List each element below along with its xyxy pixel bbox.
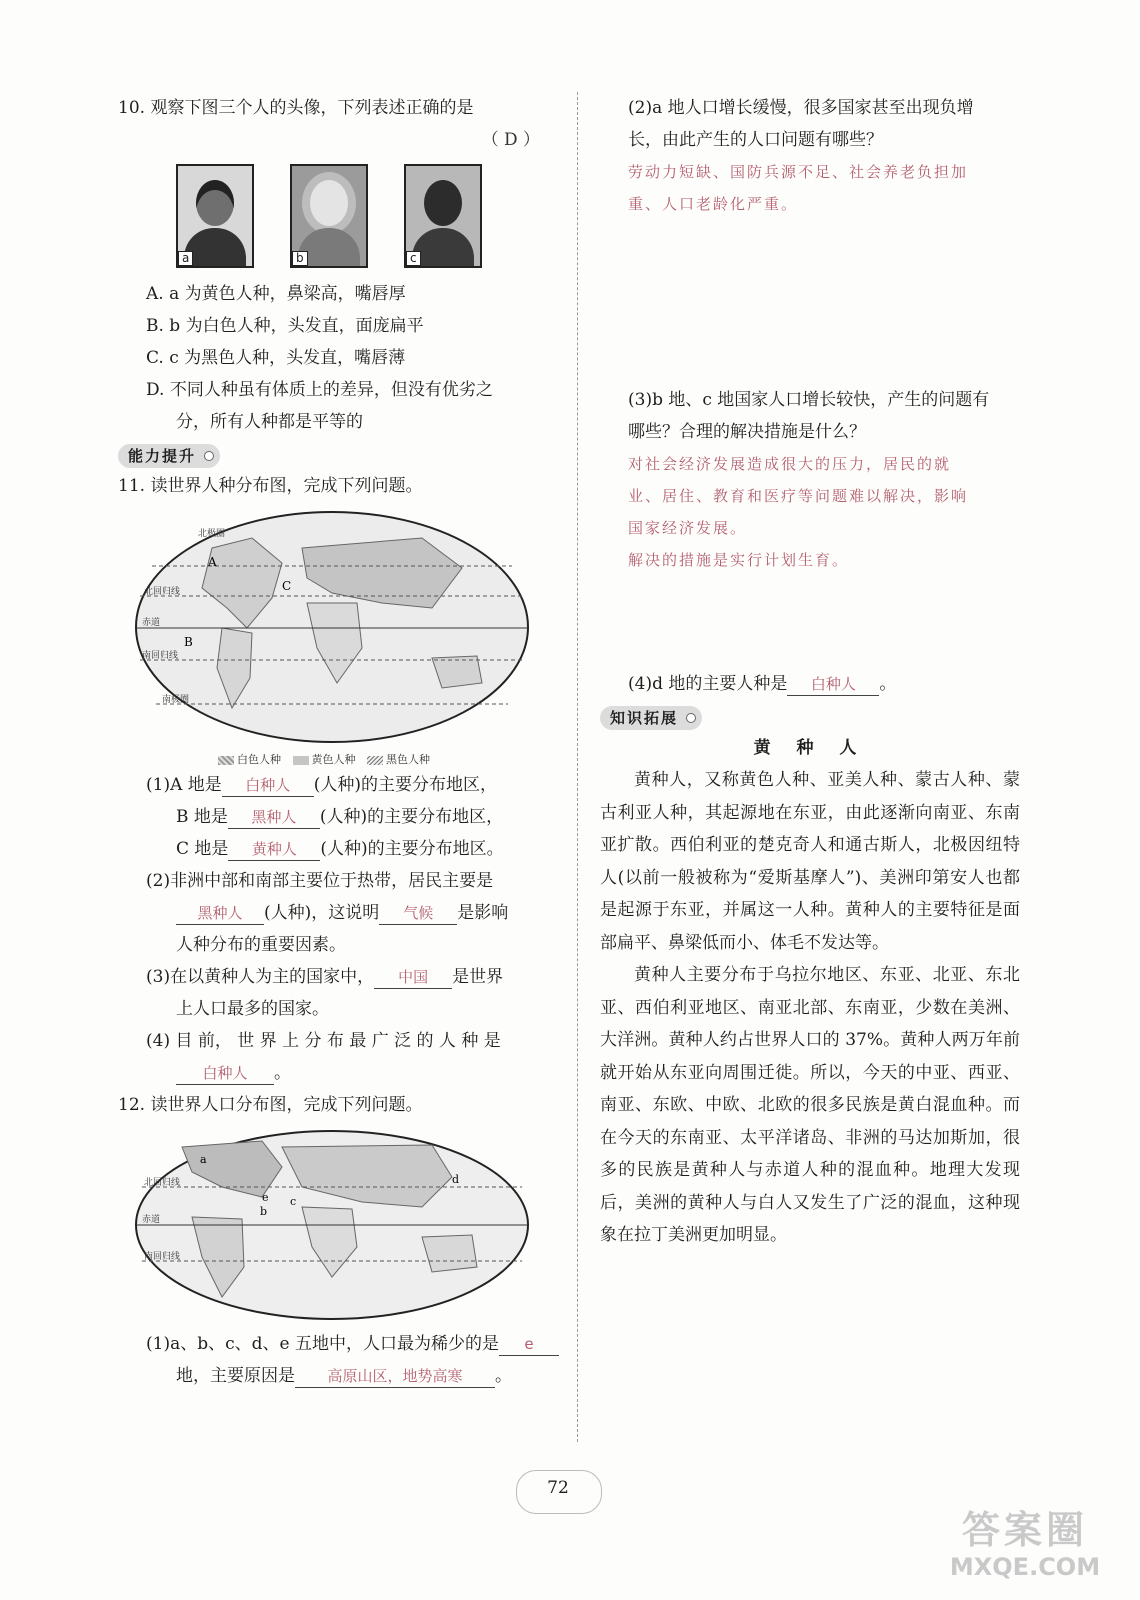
q10-stem: 10. 观察下图三个人的头像，下列表述正确的是 bbox=[118, 98, 474, 118]
q11-p1-b: B 地是 黑种人 (人种)的主要分布地区， bbox=[176, 807, 504, 827]
q12-p3-answer-3: 国家经济发展。 bbox=[628, 519, 748, 537]
photo-c bbox=[404, 164, 482, 268]
q11-p3-answer: 中国 bbox=[374, 966, 452, 989]
pop-label-c: c bbox=[290, 1195, 297, 1208]
section-knowledge-label: 知识拓展 bbox=[610, 709, 679, 727]
q12-p2-answer-2: 重、人口老龄化严重。 bbox=[628, 195, 799, 213]
q12-p3-answer-2: 业、居住、教育和医疗等问题难以解决，影响 bbox=[628, 487, 969, 505]
q10-option-d-cont: 分，所有人种都是平等的 bbox=[176, 412, 363, 432]
q11-p2-answer1: 黑种人 bbox=[176, 902, 264, 925]
q11-p2-l2: 黑种人 (人种)，这说明 气候 是影响 bbox=[118, 897, 558, 929]
map-label-b: B bbox=[184, 635, 193, 649]
q10-option-a: A. a 为黄色人种，鼻梁高，嘴唇厚 bbox=[146, 284, 406, 304]
watermark-line-2: MXQE.COM bbox=[949, 1553, 1101, 1581]
photo-c-tag: c bbox=[406, 251, 421, 266]
pop-map-tropic-n: 北回归线 bbox=[144, 1178, 181, 1188]
q11-p4-l2: 白种人 。 bbox=[118, 1057, 558, 1089]
q12-p4-answer: 白种人 bbox=[787, 673, 879, 696]
world-population-map bbox=[132, 1127, 532, 1323]
world-race-map bbox=[132, 508, 532, 746]
section-ability-label: 能力提升 bbox=[128, 447, 197, 465]
watermark bbox=[930, 1508, 1120, 1598]
q11-p2-l1: (2)非洲中部和南部主要位于热带，居民主要是 bbox=[146, 871, 494, 891]
q11-p2-answer2: 气候 bbox=[379, 902, 457, 925]
q12-p4-l1: (4)d 地的主要人种是 白种人 。 bbox=[628, 674, 897, 694]
q12-p2-l2: 长，由此产生的人口问题有哪些？ bbox=[628, 130, 883, 150]
q10-option-d: D. 不同人种虽有体质上的差异，但没有优劣之 bbox=[146, 380, 493, 400]
photo-b-tag: b bbox=[292, 251, 308, 266]
page-number bbox=[510, 1478, 606, 1498]
q11-p1-a: (1)A 地是 白种人 (人种)的主要分布地区， bbox=[146, 775, 498, 795]
map-label-c: C bbox=[282, 579, 292, 593]
pop-map-equator: 赤道 bbox=[142, 1215, 161, 1225]
map-tropic-s: 南回归线 bbox=[142, 651, 179, 661]
q11-answer-b: 黑种人 bbox=[228, 806, 320, 829]
q12-p1-l2: 地，主要原因是 高原山区，地势高寒 。 bbox=[176, 1366, 512, 1386]
q12-p3-l2: 哪些？合理的解决措施是什么？ bbox=[628, 422, 866, 442]
q11-map-legend bbox=[118, 751, 558, 769]
map-antarctic: 南极圈 bbox=[162, 695, 190, 705]
photo-b bbox=[290, 164, 368, 268]
q10-option-b: B. b 为白色人种，头发直，面庞扁平 bbox=[146, 316, 424, 336]
photo-a bbox=[176, 164, 254, 268]
q10-photos bbox=[118, 164, 558, 268]
legend-yellow: 黄色人种 bbox=[311, 753, 356, 766]
pop-map-tropic-s: 南回归线 bbox=[144, 1252, 181, 1262]
q12-p3-answer-1: 对社会经济发展造成很大的压力，居民的就 bbox=[628, 455, 952, 473]
watermark-line-1: 答案圈 bbox=[961, 1508, 1088, 1552]
q11-p1-c: C 地是 黄种人 (人种)的主要分布地区。 bbox=[176, 839, 504, 859]
left-column bbox=[118, 92, 558, 1392]
q12-p1-answer: e bbox=[499, 1333, 559, 1356]
section-ability-badge bbox=[118, 444, 220, 468]
reading-title: 黄 种 人 bbox=[753, 738, 867, 758]
pop-label-d: d bbox=[452, 1173, 460, 1186]
q10-option-c: C. c 为黑色人种，头发直，嘴唇薄 bbox=[146, 348, 406, 368]
legend-white: 白色人种 bbox=[237, 753, 281, 766]
page-number-text: 72 bbox=[547, 1478, 569, 1498]
q10-answer: （ D ） bbox=[481, 130, 540, 150]
q11-p3-l1: (3)在以黄种人为主的国家中， 中国 是世界 bbox=[146, 967, 504, 987]
pop-label-a: a bbox=[200, 1153, 207, 1166]
photo-a-tag: a bbox=[178, 251, 193, 266]
map-equator: 赤道 bbox=[142, 618, 161, 628]
map-label-a: A bbox=[208, 555, 217, 569]
q11-p2-l3: 人种分布的重要因素。 bbox=[176, 935, 346, 955]
badge-dot-icon bbox=[204, 451, 214, 461]
q11-p4-l1: (4) 目 前， 世 界 上 分 布 最 广 泛 的 人 种 是 bbox=[146, 1031, 501, 1051]
reading-paragraph-2: 黄种人主要分布于乌拉尔地区、东亚、北亚、东北亚、西伯利亚地区、南亚北部、东南亚，少数在美洲、大洋洲。黄种人约占世界人口的 37%。黄种人两万年前就开始从东亚向周围迁徙。所以，今天的中亚、西亚、南亚、东欧、中欧、北欧的很多民族是黄白混血种。而在今天的东南亚、太平洋诸岛、非洲的马达加斯加，很多的民族是黄种人与赤道人种的混血种。地理大发现后，美洲的黄种人与白人又发生了广泛的混血，这种现象在拉丁美洲更加明显。 bbox=[600, 965, 1020, 1245]
q12-p1-l1: (1)a、b、c、d、e 五地中，人口最为稀少的是 e bbox=[118, 1328, 558, 1360]
q12-p2-answer-1: 劳动力短缺、国防兵源不足、社会养老负担加 bbox=[628, 163, 969, 181]
section-knowledge-badge bbox=[600, 706, 702, 730]
q12-p3-l1: (3)b 地、c 地国家人口增长较快，产生的问题有 bbox=[628, 390, 990, 410]
q11-p3-l2: 上人口最多的国家。 bbox=[176, 999, 329, 1019]
q12-p1-reason-answer: 高原山区，地势高寒 bbox=[295, 1365, 495, 1388]
map-arctic: 北极圈 bbox=[198, 529, 226, 539]
column-divider bbox=[577, 92, 578, 1442]
pop-label-b: b bbox=[260, 1205, 268, 1218]
q11-answer-a: 白种人 bbox=[222, 774, 314, 797]
map-tropic-n: 北回归线 bbox=[144, 587, 181, 597]
q12-stem: 12. 读世界人口分布图，完成下列问题。 bbox=[118, 1095, 423, 1115]
q11-answer-c: 黄种人 bbox=[228, 838, 320, 861]
q11-stem: 11. 读世界人种分布图，完成下列问题。 bbox=[118, 476, 423, 496]
legend-black: 黑色人种 bbox=[386, 753, 430, 766]
page-number-ornament bbox=[516, 1470, 602, 1514]
badge-dot-icon bbox=[686, 713, 696, 723]
pop-label-e: e bbox=[262, 1191, 269, 1204]
q12-p2-l1: (2)a 地人口增长缓慢，很多国家甚至出现负增 bbox=[628, 98, 974, 118]
reading-paragraph-1: 黄种人，又称黄色人种、亚美人种、蒙古人种、蒙古利亚人种，其起源地在东亚，由此逐渐向南亚、东南亚扩散。西伯利亚的楚克奇人和通古斯人，北极因纽特人(以前一般被称为“爱斯基摩人”)、美洲印第安人也都是起源于东亚，并属这一人种。黄种人的主要特征是面部扁平、鼻梁低而小、体毛不发达等。 bbox=[600, 770, 1020, 953]
right-column bbox=[600, 92, 1020, 1252]
q12-p3-answer-4: 解决的措施是实行计划生育。 bbox=[628, 551, 850, 569]
q11-p4-answer: 白种人 bbox=[176, 1062, 274, 1085]
